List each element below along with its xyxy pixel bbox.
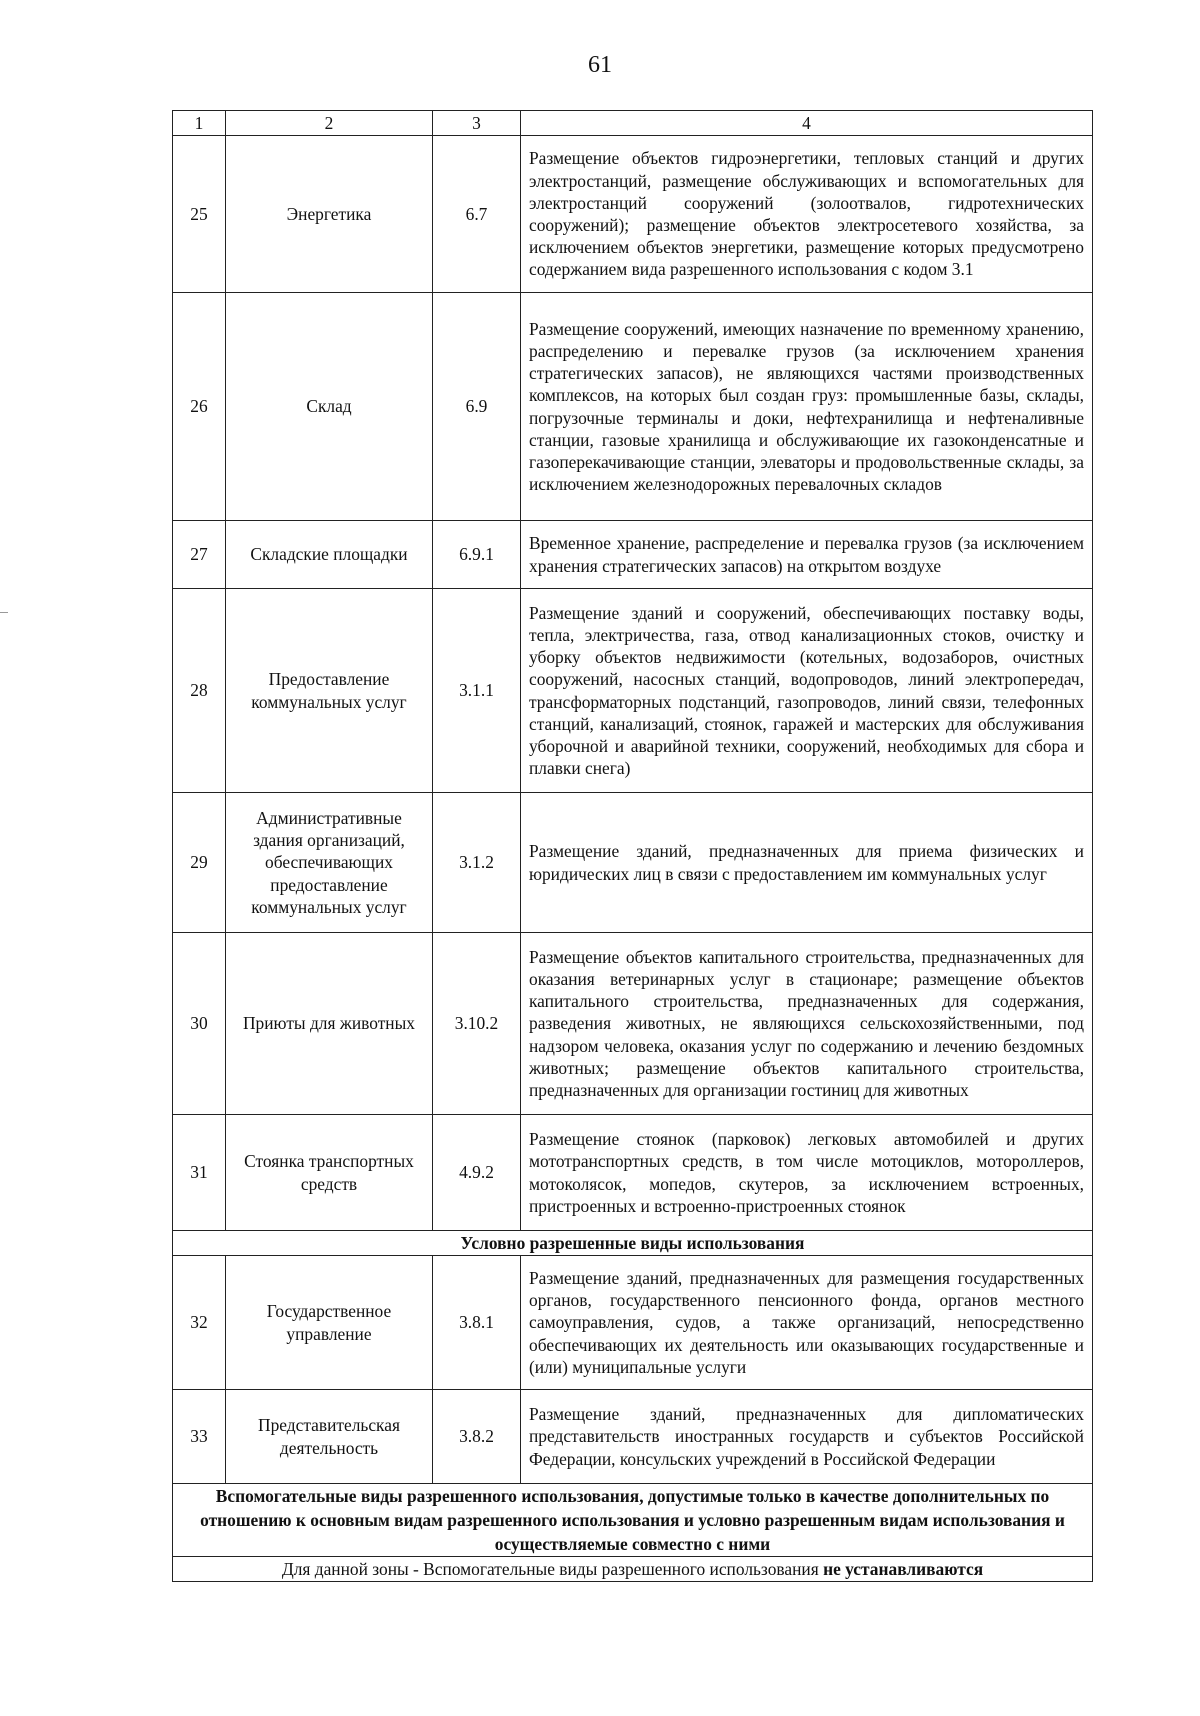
row-number: 33 (173, 1390, 226, 1484)
table-row (173, 136, 1093, 293)
use-type-description: Размещение объектов капитального строительства, предназначенных для оказания ветеринарных услуг в стационаре; размещение объектов капитального строительства, предназначенных для содержания, разведения животных, не являющихся сельскохозяйственными, под надзором человека, оказания услуг по содержанию и лечению бездомных животных; размещение объектов капитального строительства, предназначенных для организации гостиниц для животных (521, 933, 1093, 1115)
use-type-description: Временное хранение, распределение и перевалка грузов (за исключением хранения стратегических запасов) на открытом воздухе (521, 521, 1093, 589)
use-type-name: Государственное управление (226, 1256, 433, 1390)
use-type-name: Приюты для животных (226, 933, 433, 1115)
table-row (173, 589, 1093, 793)
page-number: 61 (588, 52, 612, 78)
row-number: 26 (173, 293, 226, 521)
table-row (173, 933, 1093, 1115)
note-row (173, 1557, 1093, 1582)
table-row (173, 1115, 1093, 1231)
section-row (173, 1484, 1093, 1557)
use-type-name: Складские площадки (226, 521, 433, 589)
row-number: 29 (173, 793, 226, 933)
use-type-name: Стоянка транспортных средств (226, 1115, 433, 1231)
use-type-description: Размещение зданий и сооружений, обеспечивающих поставку воды, тепла, электричества, газа, отвод канализационных стоков, очистку и уборку объектов недвижимости (котельных, водозаборов, очистных сооружений, насосных станций, водопроводов, линий электропередач, трансформаторных подстанций, газопроводов, линий связи, телефонных станций, канализаций, стоянок, гаражей и мастерских для обслуживания уборочной и аварийной техники, сооружений, необходимых для сбора и плавки снега) (521, 589, 1093, 793)
auxiliary-note-text: Для данной зоны - Вспомогательные виды разрешенного использования (281, 1559, 824, 1579)
column-header-1: 1 (173, 111, 226, 136)
table-row (173, 521, 1093, 589)
table-row (173, 793, 1093, 933)
column-header-2: 2 (226, 111, 433, 136)
use-type-name: Предоставление коммунальных услуг (226, 589, 433, 793)
section-title-auxiliary: Вспомогательные виды разрешенного использования, допустимые только в качестве дополнительных по отношению к основным видам разрешенного использования и условно разрешенным видам использования и осуществляемые совместно с ними (173, 1484, 1093, 1557)
margin-mark (0, 612, 8, 613)
use-type-description: Размещение стоянок (парковок) легковых автомобилей и других мототранспортных средств, в том числе мотоциклов, мотороллеров, мотоколясок, мопедов, скутеров, за исключением встроенных, пристроенных и встроенно-пристроенных стоянок (521, 1115, 1093, 1231)
use-type-code: 3.1.1 (433, 589, 521, 793)
row-number: 25 (173, 136, 226, 293)
column-header-4: 4 (521, 111, 1093, 136)
use-type-code: 6.9 (433, 293, 521, 521)
use-type-code: 4.9.2 (433, 1115, 521, 1231)
use-type-code: 3.8.1 (433, 1256, 521, 1390)
use-type-code: 6.7 (433, 136, 521, 293)
section-title-conditional: Условно разрешенные виды использования (173, 1231, 1093, 1256)
use-type-code: 3.8.2 (433, 1390, 521, 1484)
use-type-name: Энергетика (226, 136, 433, 293)
column-header-3: 3 (433, 111, 521, 136)
row-number: 30 (173, 933, 226, 1115)
use-type-name: Представительская деятельность (226, 1390, 433, 1484)
table-header-row (173, 111, 1093, 136)
use-type-description: Размещение зданий, предназначенных для дипломатических представительств иностранных государств и субъектов Российской Федерации, консульских учреждений в Российской Федерации (521, 1390, 1093, 1484)
table-row (173, 1256, 1093, 1390)
use-type-name: Склад (226, 293, 433, 521)
land-use-table (172, 110, 1093, 1582)
use-type-code: 6.9.1 (433, 521, 521, 589)
use-type-description: Размещение сооружений, имеющих назначение по временному хранению, распределению и перевалке грузов (за исключением хранения стратегических запасов), не являющихся частями производственных комплексов, на которых был создан груз: промышленные базы, склады, погрузочные терминалы и доки, нефтехранилища и нефтеналивные станции, газовые хранилища и обслуживающие их газоконденсатные и газоперекачивающие станции, элеваторы и продовольственные склады, за исключением железнодорожных перевалочных складов (521, 293, 1093, 521)
section-row (173, 1231, 1093, 1256)
table-row (173, 293, 1093, 521)
use-type-description: Размещение зданий, предназначенных для размещения государственных органов, государственного пенсионного фонда, органов местного самоуправления, судов, а также организаций, непосредственно обеспечивающих их деятельность или оказывающих государственные и (или) муниципальные услуги (521, 1256, 1093, 1390)
table-row (173, 1390, 1093, 1484)
use-type-name: Административные здания организаций, обеспечивающих предоставление коммунальных услуг (226, 793, 433, 933)
row-number: 28 (173, 589, 226, 793)
use-type-description: Размещение объектов гидроэнергетики, тепловых станций и других электростанций, размещение обслуживающих и вспомогательных для электростанций сооружений (золоотвалов, гидротехнических сооружений); размещение объектов электросетевого хозяйства, за исключением объектов энергетики, размещение которых предусмотрено содержанием вида разрешенного использования с кодом 3.1 (521, 136, 1093, 293)
row-number: 27 (173, 521, 226, 589)
use-type-code: 3.10.2 (433, 933, 521, 1115)
auxiliary-note-emphasis: не устанавливаются (823, 1559, 984, 1579)
use-type-description: Размещение зданий, предназначенных для приема физических и юридических лиц в связи с предоставлением им коммунальных услуг (521, 793, 1093, 933)
use-type-code: 3.1.2 (433, 793, 521, 933)
row-number: 32 (173, 1256, 226, 1390)
row-number: 31 (173, 1115, 226, 1231)
auxiliary-note (173, 1557, 1093, 1582)
